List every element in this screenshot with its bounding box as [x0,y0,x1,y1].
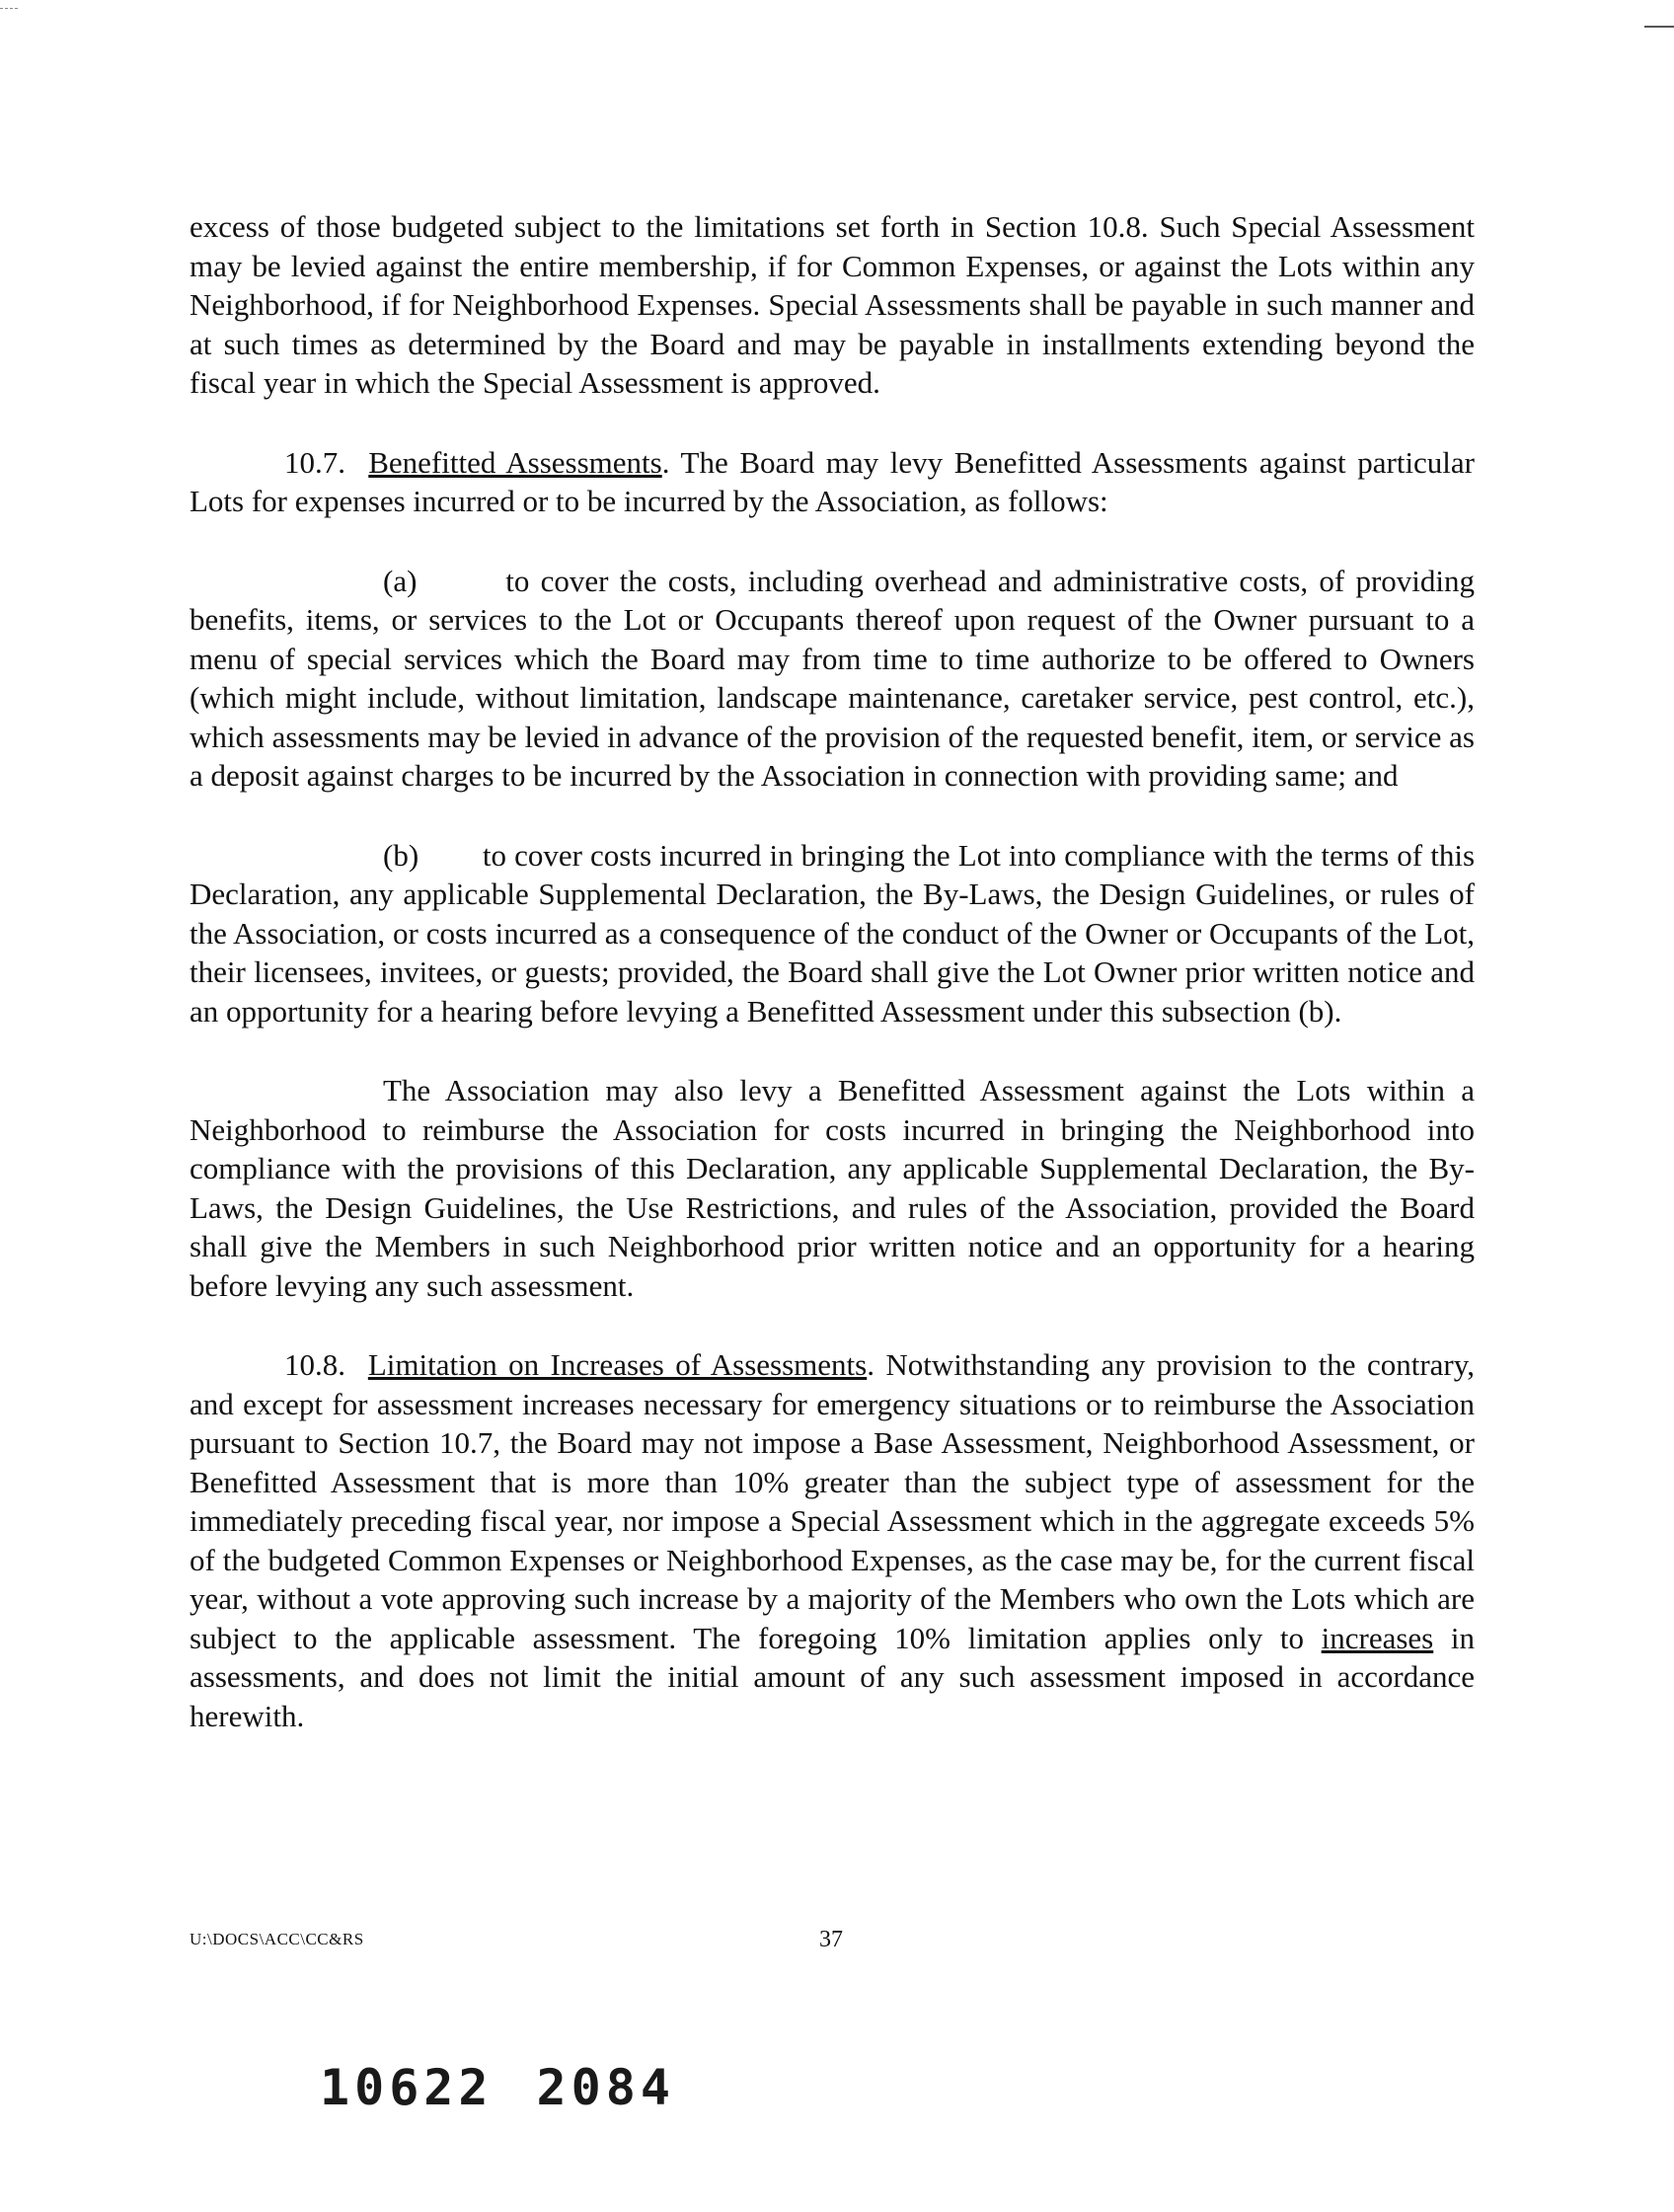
section-heading: Limitation on Increases of Assessments [367,1347,868,1382]
document-body [190,207,1475,1776]
paragraph-special-assessment-continuation [190,207,1475,403]
section-number: 10.7. [284,444,345,480]
footer-file-path: U:\DOCS\ACC\CC&RS [190,1930,364,1948]
paragraph-text: to cover costs incurred in bringing the Lot into compliance with the terms of this Declaration, any applicable Supplemental Declaration, the By-Laws, the Design Guidelines, or rules of the Association, or costs incurred as a consequence of the conduct of the Owner or Occupants of the Lot, their licensees, invitees, or guests; provided, the Board shall give the Lot Owner prior written notice and an opportunity for a hearing before levying a Benefitted Assessment under this subsection (b). [190,837,1476,1029]
paragraph-text: excess of those budgeted subject to the limitations set forth in Section 10.8. Such Special Assessment may be levied against the entire membership, if for Common Expenses, or against the Lots within any Neighborhood, if for Neighborhood Expenses. Special Assessments shall be payable in such manner and at such times as determined by the Board and may be payable in installments extending beyond the fiscal year in which the Special Assessment is approved. [190,209,1475,400]
section-heading: Benefitted Assessments [368,444,662,480]
section-number: 10.8. [284,1347,345,1382]
scan-corner-mark [0,8,18,9]
section-10-7 [190,443,1475,521]
paragraph-text-end: in assessments, and does not limit the initial amount of any such assessment imposed in accordance herewith. [190,1620,1475,1733]
section-10-8 [190,1345,1475,1735]
page-number: 37 [819,1927,843,1952]
paragraph-neighborhood-assessment [190,1071,1475,1305]
stamp-page-number: 2084 [536,2059,675,2116]
emphasized-word: increases [1321,1620,1434,1655]
paragraph-text: . Notwithstanding any provision to the contrary, and except for assessment increases necessary for emergency situations or to reimburse the Association pursuant to Section 10.7, the Board may not impose a Base Assessment, Neighborhood Assessment, or Benefitted Assessment that is more than 10% greater than the subject type of assessment for the immediately preceding fiscal year, nor impose a Special Assessment which in the aggregate exceeds 5% of the budgeted Common Expenses or Neighborhood Expenses, as the case may be, for the current fiscal year, without a vote approving such increase by a majority of the Members who own the Lots which are subject to the applicable assessment. The foregoing 10% limitation applies only to [190,1347,1475,1655]
recording-stamp [320,2059,675,2116]
paragraph-text: . The Board may levy Benefitted Assessments against particular Lots for expenses incurred or to be incurred by the Association, as follows: [190,444,1476,518]
subsection-label: (a) [383,563,418,598]
paragraph-text: The Association may also levy a Benefitted Assessment against the Lots within a Neighborhood to reimburse the Association for costs incurred in bringing the Neighborhood into compliance with the provisions of this Declaration, any applicable Supplemental Declaration, the By-Laws, the Design Guidelines, the Use Restrictions, and rules of the Association, provided the Board shall give the Members in such Neighborhood prior written notice and an opportunity for a hearing before levying any such assessment. [190,1073,1475,1303]
scan-edge-mark [1644,26,1674,28]
paragraph-text: to cover the costs, including overhead and administrative costs, of providing benefits, items, or services to the Lot or Occupants thereof upon request of the Owner pursuant to a menu of special services which the Board may from time to time authorize to be offered to Owners (which might include, without limitation, landscape maintenance, caretaker service, pest control, etc.), which assessments may be levied in advance of the provision of the requested benefit, item, or service as a deposit against charges to be incurred by the Association in connection with providing same; and [190,563,1476,793]
subsection-b [190,836,1475,1031]
stamp-book-number: 10622 [320,2059,494,2116]
subsection-label: (b) [383,837,419,873]
subsection-a [190,562,1475,796]
